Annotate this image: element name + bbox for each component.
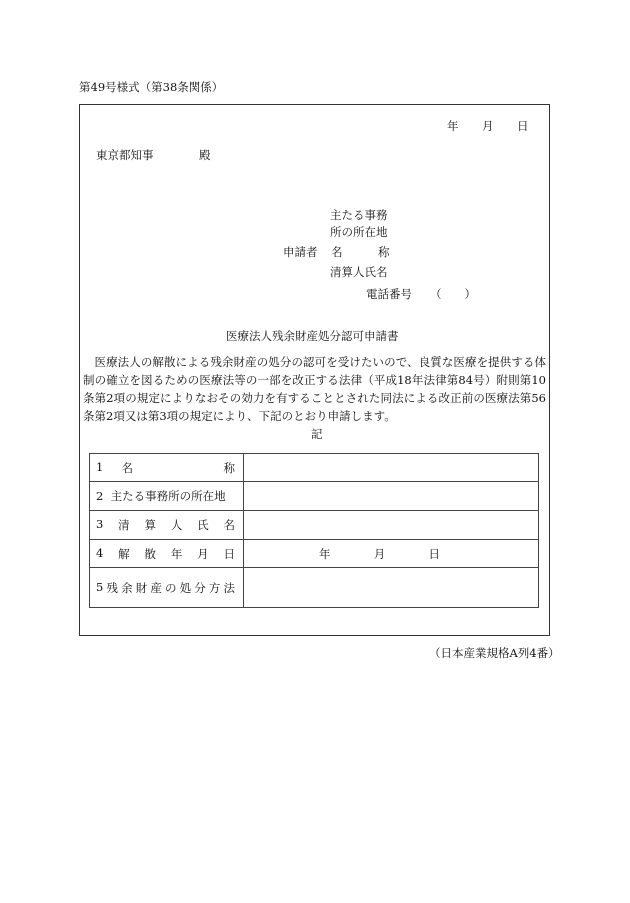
item-5-label: 5 残 余 財 産 の 処 分 方 法 bbox=[90, 568, 244, 608]
table-row bbox=[90, 540, 539, 568]
item-1-label: 1 名 称 bbox=[90, 454, 244, 482]
name-label-2: 称 bbox=[378, 245, 390, 259]
date-day: 日 bbox=[517, 119, 529, 133]
item-5-value bbox=[244, 568, 539, 608]
date-month: 月 bbox=[482, 119, 494, 133]
recipient-name: 東京都知事 bbox=[96, 148, 154, 162]
item-2-label: 2 主たる事務所の所在地 bbox=[90, 482, 244, 511]
table-row bbox=[90, 568, 539, 608]
footer-standard: （日本産業規格A列4番） bbox=[429, 646, 560, 660]
table-row bbox=[90, 482, 539, 511]
item-2-value bbox=[244, 482, 539, 511]
phone-parens: （ ） bbox=[430, 287, 476, 301]
item-4-value: 年 月 日 bbox=[244, 540, 539, 568]
item-1-value bbox=[244, 454, 539, 482]
recipient-honorific: 殿 bbox=[199, 148, 211, 162]
office-location-label-2: 所の所在地 bbox=[330, 225, 388, 239]
phone-label: 電話番号 bbox=[366, 287, 412, 301]
table-row bbox=[90, 511, 539, 540]
table-row bbox=[90, 454, 539, 482]
date-year: 年 bbox=[447, 119, 459, 133]
document-title: 医療法人残余財産処分認可申請書 bbox=[226, 329, 399, 343]
item-4-label: 4 解 散 年 月 日 bbox=[90, 540, 244, 568]
item-3-label: 3 清 算 人 氏 名 bbox=[90, 511, 244, 540]
liquidator-label: 清算人氏名 bbox=[330, 265, 388, 279]
applicant-label: 申請者 bbox=[283, 245, 318, 259]
name-label-1: 名 bbox=[331, 245, 343, 259]
items-table bbox=[89, 453, 539, 608]
ki-label: 記 bbox=[311, 427, 323, 441]
body-text: 医療法人の解散による残余財産の処分の認可を受けたいので、良質な医療を提供する体制の確立を図るための医療法等の一部を改正する法律（平成18年法律第84号）附則第10条第2項の規定によりなおその効力を有することとされた同法による改正前の医療法第56条第2項又は第3項の規定により、下記のとおり申請します。 bbox=[83, 355, 546, 423]
item-3-value bbox=[244, 511, 539, 540]
form-number: 第49号様式（第38条関係） bbox=[79, 80, 224, 94]
office-location-label-1: 主たる事務 bbox=[330, 208, 388, 222]
